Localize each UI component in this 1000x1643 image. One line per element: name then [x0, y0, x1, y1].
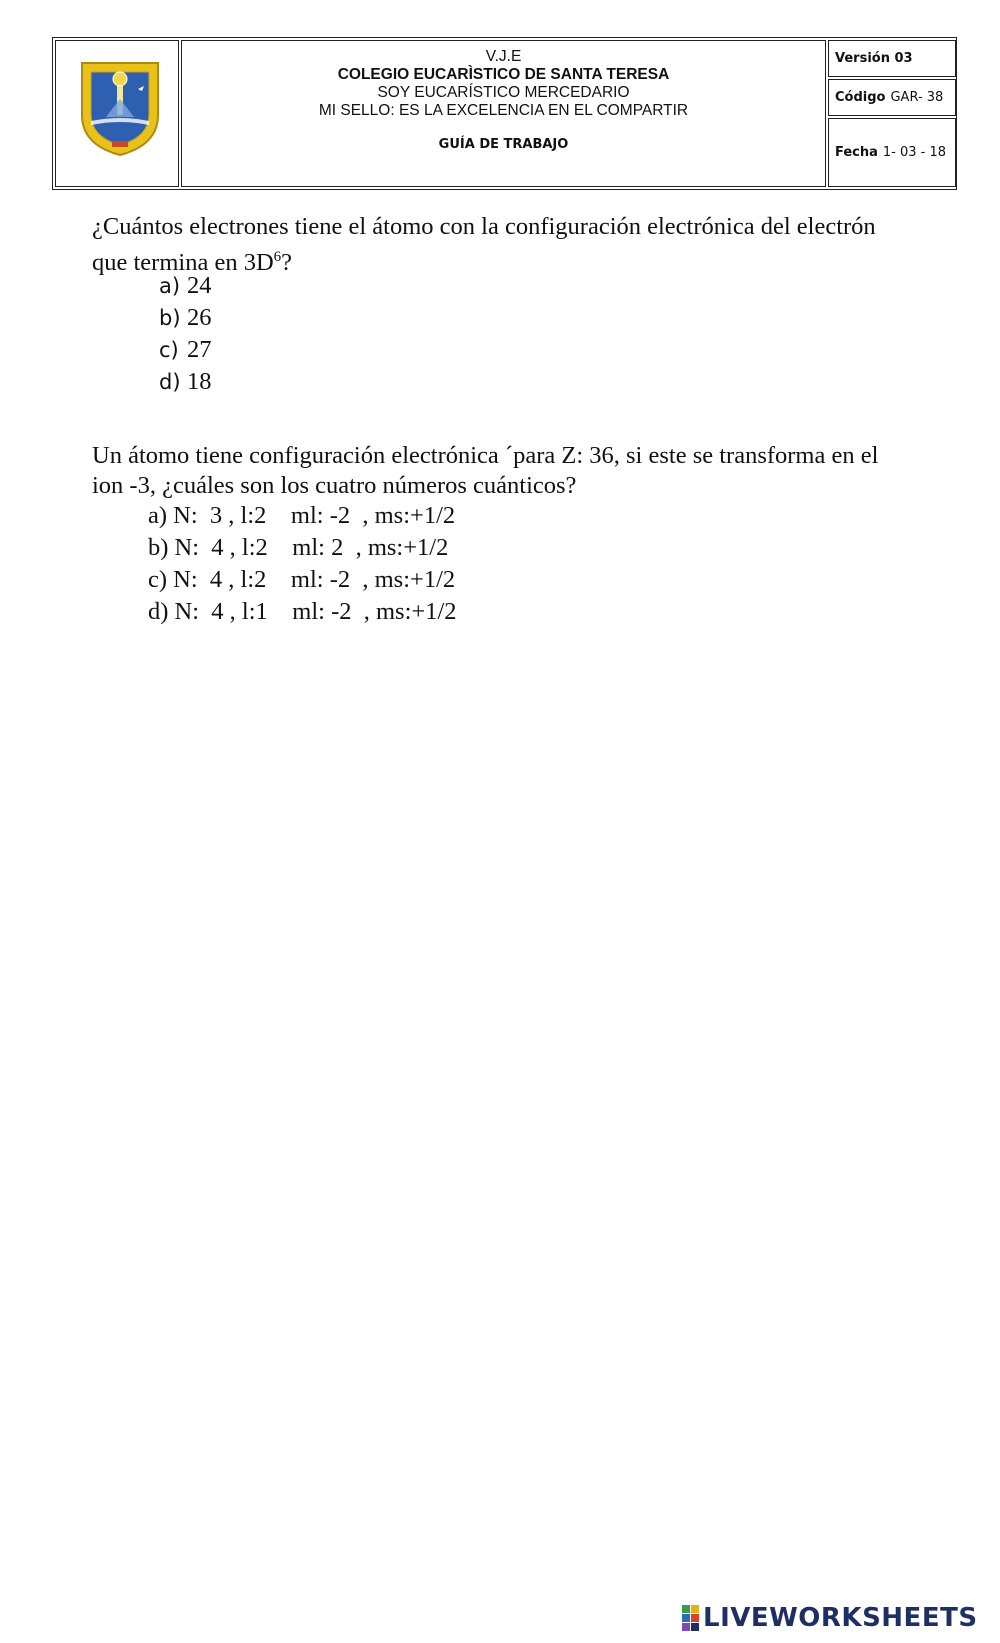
header-line-vje: V.J.E [485, 48, 522, 65]
brand-name: LIVEWORKSHEETS [703, 1603, 978, 1633]
code-label: Código [835, 90, 886, 105]
logo-cell [55, 40, 179, 187]
code-value: GAR- 38 [890, 90, 944, 105]
version-label: Versión 03 [835, 51, 913, 66]
liveworksheets-logo [682, 1603, 978, 1633]
header-motto-2: MI SELLO: ES LA EXCELENCIA EN EL COMPARTIR [318, 102, 689, 119]
liveworksheets-icon [682, 1605, 699, 1631]
school-name: COLEGIO EUCARÌSTICO DE SANTA TERESA [337, 66, 670, 83]
header-motto-1: SOY EUCARÍSTICO MERCEDARIO [377, 84, 630, 101]
date-label: Fecha [835, 145, 878, 160]
question-2-option[interactable]: b) N: 4 , l:2 ml: 2 , ms:+1/2 [148, 534, 449, 561]
date-value: 1- 03 - 18 [882, 145, 947, 160]
school-crest-icon [78, 59, 162, 157]
version-cell [828, 40, 956, 77]
question-2-option[interactable]: d) N: 4 , l:1 ml: -2 , ms:+1/2 [148, 598, 457, 625]
question-1-option[interactable]: d) 18 [159, 368, 212, 395]
document-type: GUÍA DE TRABAJO [438, 137, 569, 152]
code-cell [828, 79, 956, 116]
question-1-option[interactable]: a) 24 [159, 272, 212, 299]
title-cell [181, 40, 826, 187]
question-1-stem: ¿Cuántos electrones tiene el átomo con la configuración electrónica del electrón que termina en $3D^6$? [92, 213, 876, 277]
question-2-option[interactable]: c) N: 4 , l:2 ml: -2 , ms:+1/2 [148, 566, 456, 593]
question-2-option[interactable]: a) N: 3 , l:2 ml: -2 , ms:+1/2 [148, 502, 456, 529]
question-1-option[interactable]: b) 26 [159, 304, 212, 331]
question-1-option[interactable]: c) 27 [159, 336, 212, 363]
superscript: 6 [273, 249, 282, 265]
header-table [52, 37, 957, 190]
question-2-stem: Un átomo tiene configuración electrónica ´para Z: 36, si este se transforma en el ion -3, ¿cuáles son los cuatro números cuánticos? [92, 442, 879, 499]
date-cell [828, 118, 956, 187]
